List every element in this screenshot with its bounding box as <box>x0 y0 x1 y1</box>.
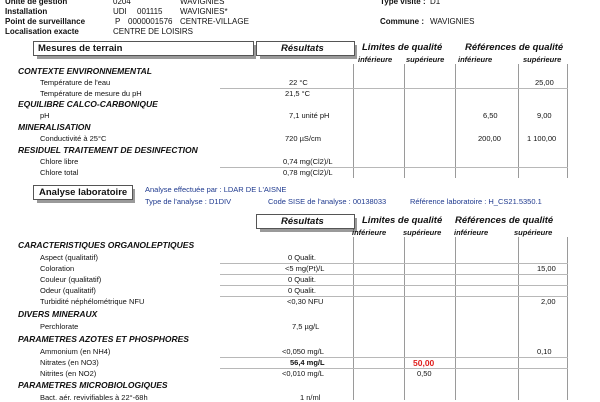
terrain-value: 22 °C <box>289 78 308 87</box>
labo-param: Aspect (qualitatif) <box>40 253 98 262</box>
terrain-ref-sup-value: 1 100,00 <box>527 134 557 143</box>
labo-ref-sup-value: 0,10 <box>537 347 552 356</box>
terrain-value: 720 µS/cm <box>285 134 322 143</box>
unite-name: WAVIGNIES <box>180 0 225 6</box>
terrain-group-name: CONTEXTE ENVIRONNEMENTAL <box>18 66 152 76</box>
terrain-row-line <box>220 167 568 168</box>
labo-col-results: Résultats <box>281 216 324 227</box>
labo-col-references: Références de qualité <box>455 215 554 226</box>
terrain-param: Chlore libre <box>40 157 79 166</box>
labo-grid-line <box>455 237 456 400</box>
unite-label: Unité de gestion <box>5 0 68 6</box>
terrain-title-box <box>33 41 254 56</box>
labo-title: Analyse laboratoire <box>39 187 128 198</box>
labo-title-box <box>33 185 133 200</box>
terrain-grid-line <box>518 64 519 178</box>
terrain-row-line <box>220 88 568 89</box>
labo-value: 0 Qualit. <box>288 286 316 295</box>
labo-value: <0,30 NFU <box>287 297 324 306</box>
surveillance-type: P <box>115 17 121 26</box>
labo-row-line <box>220 357 568 358</box>
labo-param: Coloration <box>40 264 75 273</box>
installation-type: UDI <box>113 7 127 16</box>
terrain-col-limites: Limites de qualité <box>362 42 443 53</box>
terrain-lim-sup: supérieure <box>406 55 445 64</box>
terrain-value: 0,74 mg(Cl2)/L <box>283 157 333 166</box>
unite-code: 0204 <box>113 0 131 6</box>
labo-sise: Code SISE de l'analyse : 00138033 <box>268 197 387 206</box>
labo-value: 1 n/ml <box>300 393 321 402</box>
labo-type: Type de l'analyse : D1DIV <box>145 197 232 206</box>
labo-value: 0 Qualit. <box>288 275 316 284</box>
labo-ref-sup-value: 15,00 <box>537 264 556 273</box>
terrain-grid-line <box>353 64 354 178</box>
terrain-grid-line <box>455 64 456 178</box>
terrain-group-name: EQUILIBRE CALCO-CARBONIQUE <box>18 99 158 109</box>
labo-grid-line <box>567 237 568 400</box>
surveillance-code: 0000001576 <box>128 17 173 26</box>
commune-label: Commune : <box>380 17 424 26</box>
labo-value: <0,010 mg/L <box>282 369 324 378</box>
terrain-value: 7,1 unité pH <box>289 111 330 120</box>
labo-ref-inf: inférieure <box>454 228 489 237</box>
installation-code: 001115 <box>137 7 163 16</box>
labo-param: Nitrates (en NO3) <box>40 358 99 367</box>
terrain-ref-inf-value: 6,50 <box>483 111 498 120</box>
terrain-grid-line <box>567 64 568 178</box>
labo-group-name: PARAMETRES MICROBIOLOGIQUES <box>18 380 168 390</box>
installation-name: WAVIGNIES* <box>180 7 228 16</box>
labo-param: Bact. aér. revivifiables à 22°-68h <box>40 393 148 402</box>
localisation-label: Localisation exacte <box>5 27 79 36</box>
labo-param: Ammonium (en NH4) <box>40 347 111 356</box>
labo-row-line <box>220 263 568 264</box>
labo-value: <5 mg(Pt)/L <box>285 264 325 273</box>
labo-grid-line <box>353 237 354 400</box>
labo-col-limites: Limites de qualité <box>362 215 443 226</box>
terrain-grid-line <box>404 64 405 178</box>
labo-param: Odeur (qualitatif) <box>40 286 96 295</box>
labo-row-line <box>220 285 568 286</box>
labo-param: Perchlorate <box>40 322 79 331</box>
labo-value: 7,5 µg/L <box>292 322 320 331</box>
labo-value-nitrates: 56,4 mg/L <box>290 358 325 367</box>
labo-param: Couleur (qualitatif) <box>40 275 102 284</box>
labo-group-name: CARACTERISTIQUES ORGANOLEPTIQUES <box>18 240 195 250</box>
terrain-title: Mesures de terrain <box>38 43 123 54</box>
commune-value: WAVIGNIES <box>430 17 475 26</box>
terrain-param: pH <box>40 111 50 120</box>
surveillance-label: Point de surveillance <box>5 17 86 26</box>
labo-ref: Référence laboratoire : H_CS21.5350.1 <box>410 197 542 206</box>
terrain-param: Température de mesure du pH <box>40 89 142 98</box>
terrain-ref-inf-value: 200,00 <box>478 134 501 143</box>
labo-effectuee: Analyse effectuée par : LDAR DE L'AISNE <box>145 185 287 194</box>
labo-lim-sup-value: 0,50 <box>417 369 432 378</box>
terrain-lim-inf: inférieure <box>358 55 393 64</box>
labo-value: <0,050 mg/L <box>282 347 324 356</box>
terrain-col-results: Résultats <box>281 43 324 54</box>
labo-grid-line <box>404 237 405 400</box>
type-visite-value: D1 <box>430 0 441 6</box>
labo-group-name: DIVERS MINERAUX <box>18 309 98 319</box>
surveillance-name: CENTRE-VILLAGE <box>180 17 249 26</box>
type-visite-label: Type visite : <box>380 0 426 6</box>
labo-row-line <box>220 368 568 369</box>
installation-label: Installation <box>5 7 48 16</box>
labo-ref-sup: supérieure <box>514 228 553 237</box>
terrain-param: Température de l'eau <box>40 78 111 87</box>
labo-lim-sup: supérieure <box>403 228 442 237</box>
labo-value: 0 Qualit. <box>288 253 316 262</box>
terrain-ref-sup-value: 9,00 <box>537 111 552 120</box>
labo-results-box <box>256 214 355 229</box>
terrain-value: 0,78 mg(Cl2)/L <box>283 168 333 177</box>
labo-param: Nitrites (en NO2) <box>40 369 97 378</box>
labo-row-line <box>220 296 568 297</box>
localisation-value: CENTRE DE LOISIRS <box>113 27 194 36</box>
terrain-ref-inf: inférieure <box>458 55 493 64</box>
terrain-value: 21,5 °C <box>285 89 311 98</box>
terrain-param: Conductivité à 25°C <box>40 134 107 143</box>
terrain-param: Chlore total <box>40 168 79 177</box>
labo-lim-inf: inférieure <box>352 228 387 237</box>
labo-lim-sup-value-nitrates: 50,00 <box>413 358 435 368</box>
labo-row-line <box>220 274 568 275</box>
labo-ref-sup-value: 2,00 <box>541 297 556 306</box>
terrain-group-name: MINERALISATION <box>18 122 91 132</box>
terrain-col-references: Références de qualité <box>465 42 564 53</box>
terrain-ref-sup: supérieure <box>523 55 562 64</box>
terrain-results-box <box>256 41 355 56</box>
terrain-group-name: RESIDUEL TRAITEMENT DE DESINFECTION <box>18 145 198 155</box>
labo-param: Turbidité néphélométrique NFU <box>40 297 145 306</box>
labo-group-name: PARAMETRES AZOTES ET PHOSPHORES <box>18 334 189 344</box>
terrain-ref-sup-value: 25,00 <box>535 78 554 87</box>
labo-grid-line <box>518 237 519 400</box>
